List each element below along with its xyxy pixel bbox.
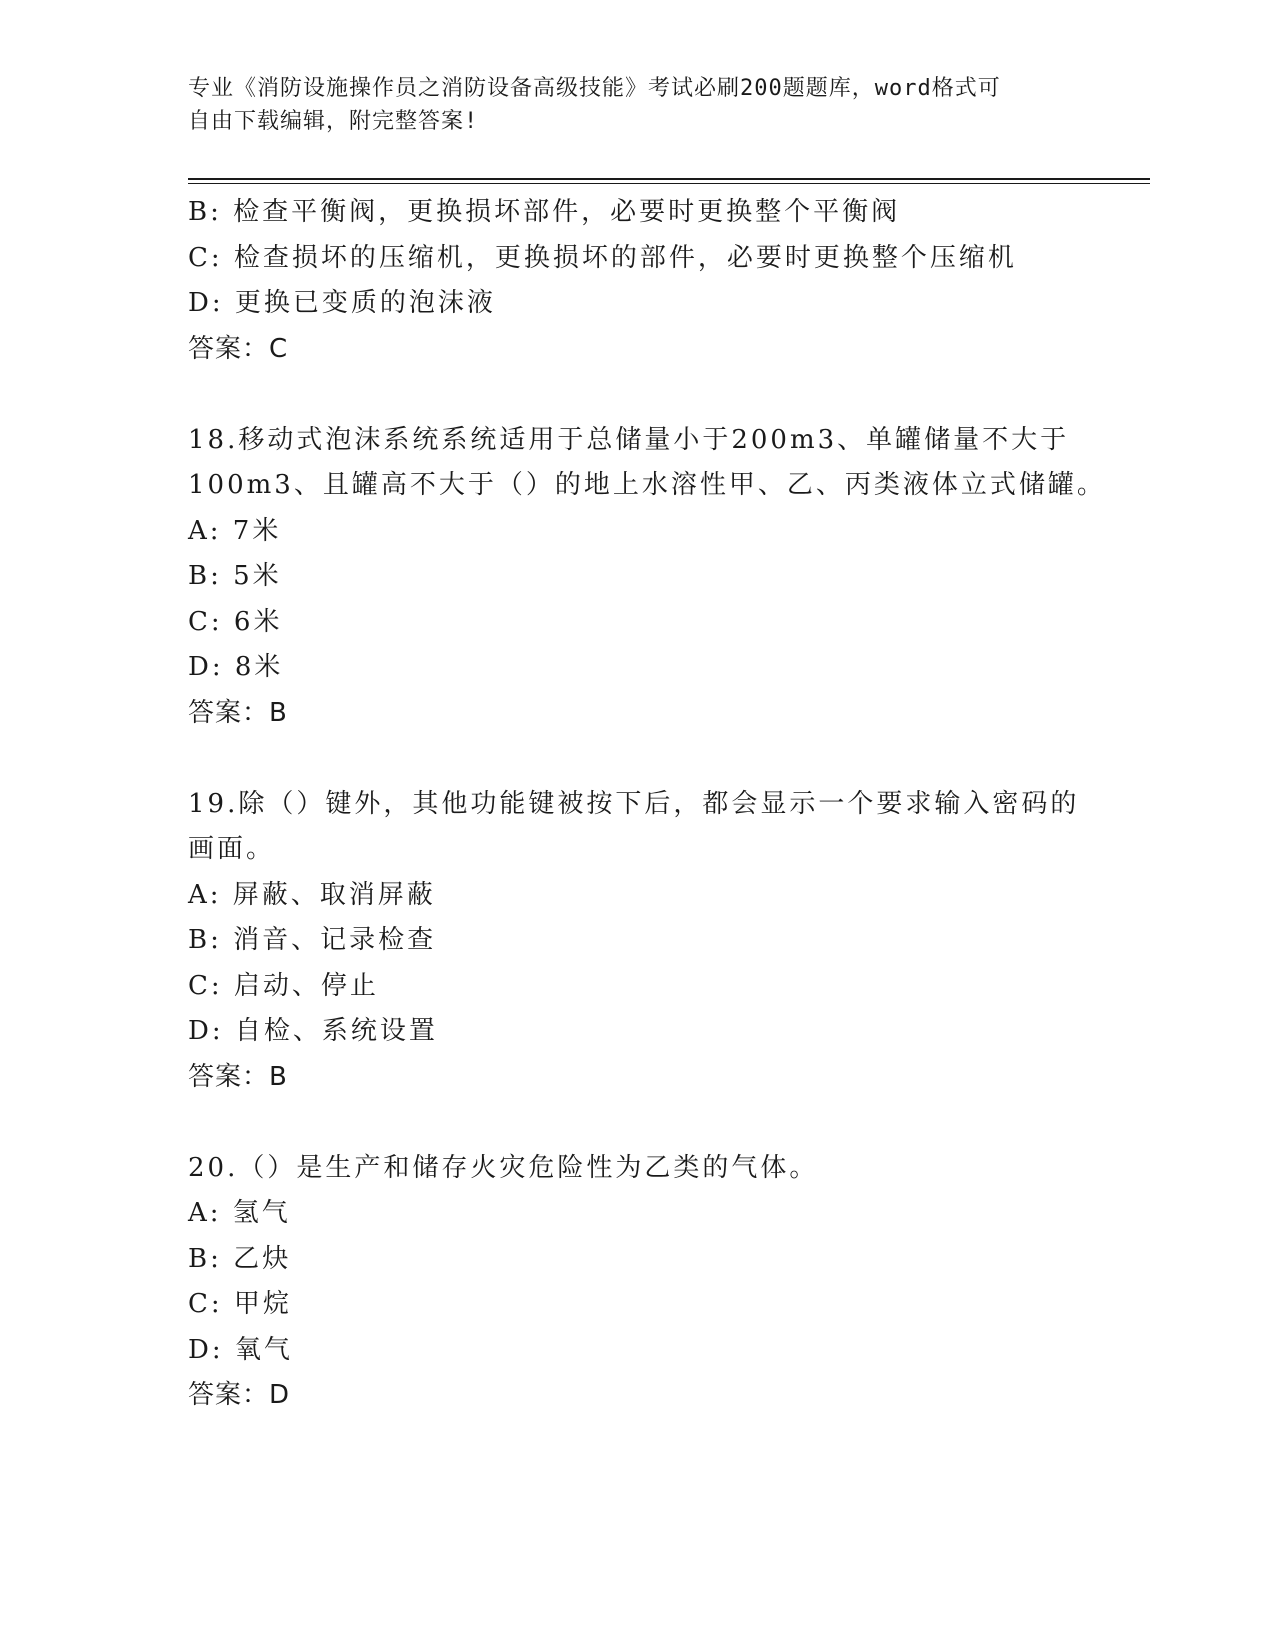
- option-c: C: 启动、停止: [188, 970, 379, 1001]
- option-b: B: 消音、记录检查: [188, 925, 437, 955]
- answer: 答案：D: [188, 1380, 291, 1410]
- header-line-1: 专业《消防设施操作员之消防设备高级技能》考试必刷200题题库，word格式可: [188, 76, 1001, 101]
- option-d: D: 更换已变质的泡沫液: [188, 288, 496, 318]
- answer: 答案：B: [188, 697, 288, 728]
- spacer: [188, 1100, 1088, 1146]
- option-d: D: 8米: [188, 652, 284, 682]
- option-a: A: 屏蔽、取消屏蔽: [188, 879, 436, 910]
- header-line-2: 自由下载编辑，附完整答案!: [188, 109, 479, 134]
- option-c: C: 甲烷: [188, 1289, 292, 1319]
- question-stem-line: 19.除（）键外，其他功能键被按下后，都会显示一个要求输入密码的: [188, 788, 1080, 819]
- header-rule-thin: [188, 183, 1150, 184]
- question-20: [188, 1146, 1088, 1419]
- option-b: B: 乙炔: [188, 1243, 292, 1274]
- spacer: [188, 736, 1088, 782]
- option-c: C: 6米: [188, 606, 283, 637]
- answer: 答案：B: [188, 1061, 288, 1092]
- option-c: C: 检查损坏的压缩机，更换损坏的部件，必要时更换整个压缩机: [188, 242, 1017, 273]
- page-header: [188, 72, 1068, 138]
- question-19: [188, 782, 1088, 1101]
- question-stem-line: 画面。: [188, 834, 276, 864]
- question-stem-line: 20.（）是生产和储存火灾危险性为乙类的气体。: [188, 1152, 819, 1183]
- answer: 答案：C: [188, 333, 289, 364]
- option-d: D: 氧气: [188, 1334, 293, 1365]
- document-body: [188, 190, 1106, 1419]
- question-18: [188, 418, 1106, 737]
- option-b: B: 检查平衡阀，更换损坏部件，必要时更换整个平衡阀: [188, 197, 901, 227]
- question-stem-line: 100m3、且罐高不大于（）的地上水溶性甲、乙、丙类液体立式储罐。: [188, 470, 1106, 500]
- option-a: A: 氢气: [188, 1198, 291, 1228]
- option-b: B: 5米: [188, 561, 282, 591]
- question-17-continued: [188, 190, 1088, 372]
- question-stem-line: 18.移动式泡沫系统系统适用于总储量小于200m3、单罐储量不大于: [188, 424, 1070, 455]
- spacer: [188, 372, 1088, 418]
- option-d: D: 自检、系统设置: [188, 1016, 438, 1046]
- header-rule-thick: [188, 178, 1150, 180]
- option-a: A: 7米: [188, 515, 282, 546]
